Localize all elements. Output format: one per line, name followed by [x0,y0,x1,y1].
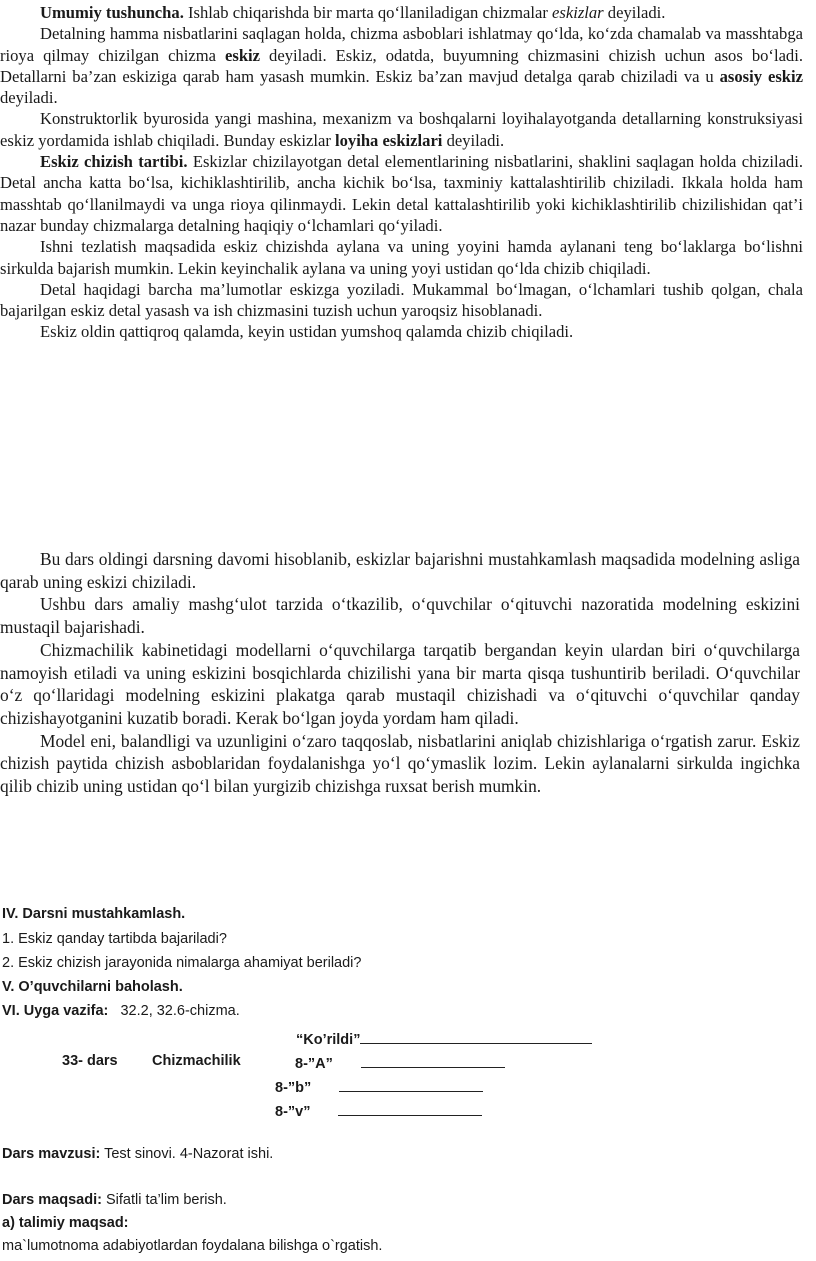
paragraph-pencils: Eskiz oldin qattiqroq qalamda, keyin ustidan yumshoq qalamda chizib chiqiladi. [40,322,574,342]
term-general-concept: Umumiy tushuncha. [40,3,184,22]
signature-line-a [361,1053,505,1068]
lesson-subject: Chizmachilik [152,1053,241,1069]
term-sketches: eskizlar [552,3,604,22]
educational-goal-text: ma`lumotnoma adabiyotlardan foydalana bilishga o`rgatish. [2,1238,383,1254]
signature-line-b [339,1077,483,1092]
lesson-number: 33- dars [62,1053,118,1069]
paragraph-model-proportions: Model eni, balandligi va uzunligini o‘zaro taqqoslab, nisbatlarini aniqlab chizishlariga o‘rgatish zarur. Eskiz chizish paytida chizish asboblaridan foydalanishga yo‘l qo‘ymaslik lozim. Lekin aylanalarni sirkulda ingichka qilib chizib uning ustidan qo‘l bilan yurgizib chizishga ruxsat berish mumkin. [0,730,800,797]
signature-line-v [338,1101,482,1116]
section-evaluation: V. O’quvchilarni baholash. [2,979,183,995]
textbook-lower-section [0,548,800,798]
paragraph-general-concept: Umumiy tushuncha. Ishlab chiqarishda bir marta qo‘llaniladigan chizmalar eskizlar deyiladi. [40,3,666,22]
paragraph-cabinet-models: Chizmachilik kabinetidagi modellarni o‘quvchilarga tarqatib bergandan keyin ulardan biri o‘quvchilarga namoyish etiladi va uning eskizini bosqichlarda chizilishi yana bir marta qisqa tushuntirib beriladi. O‘quvchilar o‘z qo‘llaridagi modelning eskizini plakatga qarab mustaqil chizishadi va o‘qituvchi o‘quvchilar qanday chizishayotganini kuzatib boradi. Kerak bo‘lgan joyda yordam ham qiladi. [0,639,800,728]
class-b-row: 8-”b” [275,1077,483,1096]
paragraph-speed-up: Ishni tezlatish maqsadida eskiz chizishda aylana va uning yoyini hamda aylanani teng bo‘laklarga bo‘lishni sirkulda bajarish mumkin. Lekin keyinchalik aylana va uning yoyi ustidan qo‘lda chizib chiqiladi. [0,237,803,278]
signature-line-reviewed [360,1029,592,1044]
educational-goal-label: a) talimiy maqsad: [2,1215,129,1231]
paragraph-sketch-definition: Detalning hamma nisbatlarini saqlagan holda, chizma asboblari ishlatmay qo‘lda, ko‘zda chamalab va masshtabga rioya qilmay chizilgan chizma eskiz deyiladi. Eskiz, odatda, buyumning chizmasini chizish uchun asos bo‘ladi. Detallarni ba’zan eskiziga qarab ham yasash mumkin. Eskiz ba’zan mavjud detalga qarab chiziladi va u asosiy eskiz deyiladi. [0,24,803,108]
paragraph-practical-lesson: Ushbu dars amaliy mashg‘ulot tarzida o‘tkazilib, o‘quvchilar o‘qituvchi nazoratida modelning eskizini mustaqil bajarishadi. [0,594,800,638]
textbook-upper-section [0,2,803,343]
question-1: 1. Eskiz qanday tartibda bajariladi? [2,931,227,947]
paragraph-lesson-continuation: Bu dars oldingi darsning davomi hisoblanib, eskizlar bajarishni mustahkamlash maqsadida modelning asliga qarab uning eskizi chiziladi. [0,549,800,592]
paragraph-sketch-order: Eskiz chizish tartibi. Eskizlar chizilayotgan detal elementlarining nisbatlarini, shaklini saqlagan holda chiziladi. Detal ancha katta bo‘lsa, kichiklashtirilib, ancha kichik bo‘lsa, taxminiy kattalashtirilib chiziladi. Ikkala holda ham masshtab qo‘llanilmaydi va unga rioya qilinmaydi. Lekin detal kattalashtirilib yoki kichiklashtirilib chizilishidan qat’i nazar bunday chizmalarga detalning haqiqiy o‘lchamlari qo‘yiladi. [0,152,803,235]
lesson-topic: Dars mavzusi: Test sinovi. 4-Nazorat ishi. [2,1146,274,1162]
paragraph-all-info: Detal haqidagi barcha ma’lumotlar eskizga yoziladi. Mukammal bo‘lmagan, o‘lchamlari tushib qolgan, chala bajarilgan eskiz detal yasash va ish chizmasini tuzish uchun yaroqsiz hisoblanadi. [0,279,803,321]
paragraph-design-sketches: Konstruktorlik byurosida yangi mashina, mexanizm va boshqalarni loyihalayotganda detallarning konstruksiyasi eskiz yordamida ishlab chiqiladi. Bunday eskizlar loyiha eskizlari deyiladi. [0,109,803,150]
class-a-row: 8-”A” [295,1053,505,1072]
section-reinforcement: IV. Darsni mustahkamlash. [2,906,186,922]
class-v-row: 8-”v” [275,1101,482,1120]
section-homework: VI. Uyga vazifa: 32.2, 32.6-chizma. [2,1003,240,1019]
question-2: 2. Eskiz chizish jarayonida nimalarga ahamiyat beriladi? [2,955,362,971]
lesson-goal: Dars maqsadi: Sifatli ta’lim berish. [2,1192,227,1208]
reviewed-stamp: “Ko’rildi” [296,1029,592,1048]
